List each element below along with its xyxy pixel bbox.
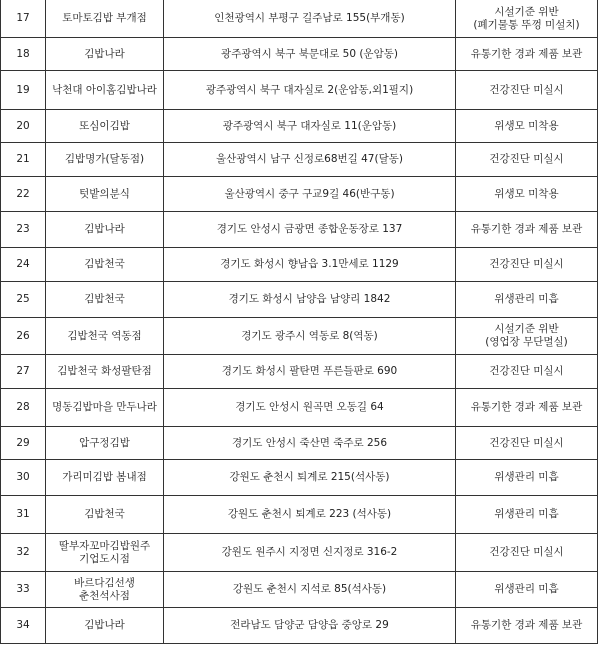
- violation-line: (영업장 무단멸실): [485, 336, 568, 348]
- violation-type: [456, 143, 598, 177]
- violation-line: 유통기한 경과 제품 보관: [470, 47, 583, 60]
- restaurant-address: 경기도 광주시 역동로 8(역동): [164, 318, 456, 355]
- violation-type: [456, 0, 598, 38]
- violation-type: [456, 248, 598, 282]
- violation-type: [456, 355, 598, 389]
- row-number: 30: [1, 460, 46, 496]
- restaurant-name: [46, 318, 164, 355]
- restaurant-address: 광주광역시 북구 북문대로 50 (운암동): [164, 38, 456, 71]
- row-number: 20: [1, 110, 46, 143]
- restaurant-name-line: 또심이김밥: [79, 119, 130, 132]
- restaurant-name: [46, 355, 164, 389]
- restaurant-name: [46, 71, 164, 110]
- restaurant-address: 경기도 화성시 향남읍 3.1만세로 1129: [164, 248, 456, 282]
- restaurant-name: [46, 177, 164, 212]
- violation-type: [456, 389, 598, 427]
- violation-line: (폐기물통 뚜껑 미설치): [473, 18, 580, 31]
- violation-line: 유통기한 경과 제품 보관: [470, 401, 583, 413]
- restaurant-address: 강원도 춘천시 지석로 85(석사동): [164, 572, 456, 608]
- restaurant-address: 울산광역시 중구 구교9길 46(반구동): [164, 177, 456, 212]
- row-number: 18: [1, 38, 46, 71]
- row-number: 19: [1, 71, 46, 110]
- table-row: [1, 572, 598, 608]
- violation-type: [456, 212, 598, 248]
- restaurant-name-line: 김밥천국: [84, 293, 125, 305]
- table-row: [1, 71, 598, 110]
- table-row: [1, 282, 598, 318]
- restaurant-name: [46, 110, 164, 143]
- restaurant-name-line: 김밥천국: [84, 508, 125, 520]
- violation-line: 위생관리 미흡: [494, 583, 559, 595]
- table-row: [1, 608, 598, 644]
- restaurant-name: [46, 572, 164, 608]
- restaurant-name-line: 바르다김선생: [74, 576, 135, 589]
- table-row: [1, 110, 598, 143]
- violation-line: 위생모 미착용: [494, 119, 559, 132]
- restaurant-name-line: 김밥천국: [84, 258, 125, 270]
- table-row: [1, 460, 598, 496]
- violation-type: [456, 71, 598, 110]
- restaurant-name-line: 김밥명가(달동점): [64, 153, 145, 165]
- violation-line: 시설기준 위반: [494, 5, 559, 18]
- violation-line: 건강진단 미실시: [489, 365, 564, 377]
- restaurant-name: [46, 389, 164, 427]
- violation-line: 위생모 미착용: [494, 187, 559, 200]
- violation-type: [456, 534, 598, 572]
- violation-type: [456, 572, 598, 608]
- restaurant-name-line: 딸부자꼬마김밥원주: [58, 539, 151, 552]
- restaurant-name-line: 가리미김밥 봄내점: [62, 471, 147, 483]
- violation-type: [456, 282, 598, 318]
- violation-type: [456, 110, 598, 143]
- restaurant-name: [46, 38, 164, 71]
- restaurant-address: 전라남도 담양군 담양읍 중앙로 29: [164, 608, 456, 644]
- table-row: [1, 534, 598, 572]
- violation-line: 건강진단 미실시: [489, 153, 564, 165]
- restaurant-name-line: 기업도시점: [79, 552, 130, 565]
- row-number: 31: [1, 496, 46, 534]
- restaurant-name-line: 춘천석사점: [79, 589, 130, 602]
- violation-type: [456, 460, 598, 496]
- violation-type: [456, 318, 598, 355]
- table-row: [1, 212, 598, 248]
- row-number: 28: [1, 389, 46, 427]
- table-row: [1, 389, 598, 427]
- restaurant-address: 강원도 춘천시 퇴계로 215(석사동): [164, 460, 456, 496]
- table-body: [1, 0, 598, 644]
- restaurant-name-line: 압구정김밥: [79, 436, 130, 449]
- row-number: 23: [1, 212, 46, 248]
- restaurant-name: [46, 248, 164, 282]
- restaurant-name: [46, 143, 164, 177]
- restaurant-address: 광주광역시 북구 대자실로 2(운암동,외1필지): [164, 71, 456, 110]
- restaurant-name-line: 김밥나라: [84, 47, 125, 60]
- violation-type: [456, 427, 598, 460]
- restaurant-address: 강원도 원주시 지정면 신지정로 316-2: [164, 534, 456, 572]
- restaurant-address: 인천광역시 부평구 길주남로 155(부개동): [164, 0, 456, 38]
- table-row: [1, 0, 598, 38]
- table-row: [1, 143, 598, 177]
- restaurant-name: [46, 0, 164, 38]
- violation-line: 건강진단 미실시: [489, 436, 564, 449]
- restaurant-name-line: 낙천대 아이홈김밥나라: [52, 83, 157, 96]
- row-number: 21: [1, 143, 46, 177]
- restaurant-name: [46, 212, 164, 248]
- row-number: 17: [1, 0, 46, 38]
- restaurant-name-line: 김밥천국 화성팔탄점: [57, 365, 152, 377]
- table-row: [1, 177, 598, 212]
- restaurant-name: [46, 534, 164, 572]
- row-number: 24: [1, 248, 46, 282]
- table-row: [1, 248, 598, 282]
- restaurant-name-line: 토마토김밥 부개점: [62, 12, 147, 24]
- table-row: [1, 496, 598, 534]
- row-number: 26: [1, 318, 46, 355]
- restaurant-name-line: 텃밭의분식: [79, 187, 130, 200]
- row-number: 27: [1, 355, 46, 389]
- restaurant-address: 강원도 춘천시 퇴계로 223 (석사동): [164, 496, 456, 534]
- row-number: 25: [1, 282, 46, 318]
- violation-line: 건강진단 미실시: [489, 258, 564, 270]
- violation-line: 시설기준 위반: [494, 323, 559, 335]
- table-row: [1, 427, 598, 460]
- restaurant-address: 울산광역시 남구 신정로68번길 47(달동): [164, 143, 456, 177]
- violation-type: [456, 177, 598, 212]
- table-row: [1, 355, 598, 389]
- row-number: 33: [1, 572, 46, 608]
- violation-line: 건강진단 미실시: [489, 546, 564, 558]
- restaurant-name-line: 김밥나라: [84, 619, 125, 631]
- restaurant-name: [46, 496, 164, 534]
- violation-line: 유통기한 경과 제품 보관: [470, 223, 583, 235]
- restaurant-name-line: 명동김밥마을 만두나라: [52, 401, 157, 413]
- violation-type: [456, 38, 598, 71]
- restaurant-name: [46, 282, 164, 318]
- table-row: [1, 38, 598, 71]
- restaurant-name-line: 김밥천국 역동점: [67, 329, 142, 342]
- row-number: 29: [1, 427, 46, 460]
- restaurant-name-line: 김밥나라: [84, 223, 125, 235]
- violation-line: 위생관리 미흡: [494, 293, 559, 305]
- violation-type: [456, 608, 598, 644]
- restaurant-address: 경기도 안성시 죽산면 죽주로 256: [164, 427, 456, 460]
- restaurant-name: [46, 460, 164, 496]
- violation-type: [456, 496, 598, 534]
- restaurant-address: 경기도 안성시 금광면 종합운동장로 137: [164, 212, 456, 248]
- row-number: 34: [1, 608, 46, 644]
- restaurant-address: 경기도 화성시 남양읍 남양리 1842: [164, 282, 456, 318]
- restaurant-address: 광주광역시 북구 대자실로 11(운암동): [164, 110, 456, 143]
- violation-line: 유통기한 경과 제품 보관: [470, 619, 583, 631]
- restaurant-name: [46, 608, 164, 644]
- violation-line: 위생관리 미흡: [494, 471, 559, 483]
- table-row: [1, 318, 598, 355]
- restaurant-address: 경기도 안성시 원곡면 오동길 64: [164, 389, 456, 427]
- restaurant-name: [46, 427, 164, 460]
- row-number: 22: [1, 177, 46, 212]
- violation-line: 위생관리 미흡: [494, 508, 559, 520]
- restaurant-address: 경기도 화성시 팔탄면 푸른들판로 690: [164, 355, 456, 389]
- row-number: 32: [1, 534, 46, 572]
- violation-line: 건강진단 미실시: [489, 83, 564, 96]
